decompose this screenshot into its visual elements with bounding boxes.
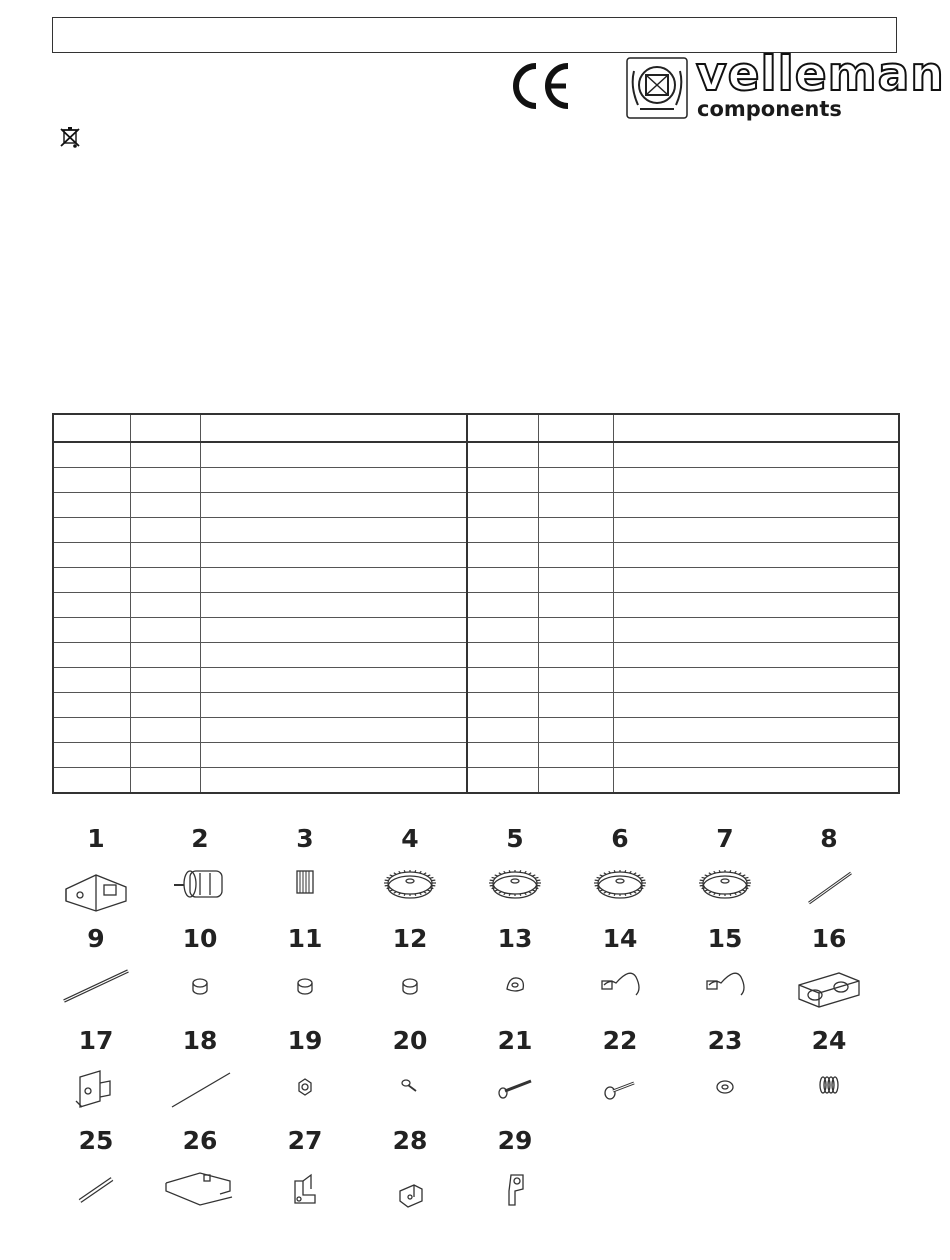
table-cell: [53, 468, 130, 493]
part-number: 1: [87, 824, 105, 853]
table-cell: [200, 518, 467, 543]
table-cell: [200, 668, 467, 693]
table-cell: [53, 518, 130, 543]
table-cell: [130, 742, 200, 767]
table-cell: [53, 668, 130, 693]
crest-icon: [626, 57, 688, 119]
part-number: 17: [78, 1026, 114, 1055]
long-shaft-icon: [56, 959, 136, 1013]
bushing-icon: [265, 959, 345, 1013]
part-number: 10: [182, 924, 218, 953]
crossed-bin-icon: [60, 125, 80, 149]
part-2: [148, 825, 252, 913]
part-16: [777, 925, 881, 1013]
table-cell: [538, 442, 613, 468]
long-screw-icon: [475, 1061, 555, 1115]
cable-clip-icon: [580, 959, 660, 1013]
motor-icon: [160, 859, 240, 913]
part-number: 15: [707, 924, 743, 953]
table-cell: [53, 643, 130, 668]
part-number: 21: [497, 1026, 533, 1055]
table-cell: [538, 643, 613, 668]
table-cell: [200, 717, 467, 742]
wire-rod-icon: [160, 1061, 240, 1115]
table-cell: [53, 414, 130, 442]
table-cell: [130, 692, 200, 717]
table-cell: [538, 717, 613, 742]
part-17: [44, 1027, 148, 1115]
table-row: [53, 717, 899, 742]
table-row: [53, 742, 899, 767]
parts-table: [52, 413, 900, 794]
table-cell: [538, 668, 613, 693]
table-cell: [538, 618, 613, 643]
switch-bracket-icon: [56, 1061, 136, 1115]
table-cell: [467, 643, 538, 668]
pin-icon: [56, 1161, 136, 1215]
table-cell: [613, 692, 899, 717]
table-cell: [53, 568, 130, 593]
table-cell: [613, 742, 899, 767]
table-row: [53, 442, 899, 468]
table-cell: [467, 717, 538, 742]
part-27: [253, 1127, 357, 1215]
table-cell: [538, 518, 613, 543]
table-cell: [200, 593, 467, 618]
table-cell: [467, 568, 538, 593]
part-11: [253, 925, 357, 1013]
table-cell: [130, 493, 200, 518]
table-cell: [613, 568, 899, 593]
table-cell: [538, 543, 613, 568]
table-cell: [538, 593, 613, 618]
table-cell: [200, 618, 467, 643]
table-cell: [200, 442, 467, 468]
table-cell: [538, 767, 613, 793]
part-26: [148, 1127, 252, 1215]
part-22: [568, 1027, 672, 1115]
part-6: [568, 825, 672, 913]
washer-icon: [685, 1061, 765, 1115]
part-number: 29: [497, 1126, 533, 1155]
brand-sub: components: [697, 97, 842, 121]
part-number: 19: [287, 1026, 323, 1055]
table-cell: [200, 692, 467, 717]
table-cell: [130, 518, 200, 543]
part-29: [463, 1127, 567, 1215]
part-number: 28: [392, 1126, 428, 1155]
table-row: [53, 518, 899, 543]
part-number: 5: [506, 824, 524, 853]
table-cell: [200, 493, 467, 518]
part-number: 23: [707, 1026, 743, 1055]
table-cell: [200, 543, 467, 568]
table-cell: [53, 692, 130, 717]
table-cell: [130, 468, 200, 493]
spring-icon: [789, 1061, 869, 1115]
table-cell: [613, 442, 899, 468]
part-number: 14: [602, 924, 638, 953]
part-number: 24: [811, 1026, 847, 1055]
part-number: 6: [611, 824, 629, 853]
part-19: [253, 1027, 357, 1115]
part-number: 22: [602, 1026, 638, 1055]
part-number: 13: [497, 924, 533, 953]
table-cell: [130, 543, 200, 568]
table-row: [53, 468, 899, 493]
bushing-icon: [160, 959, 240, 1013]
part-number: 11: [287, 924, 323, 953]
part-3: [253, 825, 357, 913]
table-cell: [613, 643, 899, 668]
clamp-icon: [475, 1161, 555, 1215]
gear-icon: [685, 859, 765, 913]
table-cell: [467, 414, 538, 442]
table-cell: [467, 668, 538, 693]
table-cell: [130, 717, 200, 742]
part-24: [777, 1027, 881, 1115]
table-row: [53, 643, 899, 668]
table-cell: [538, 742, 613, 767]
part-10: [148, 925, 252, 1013]
gear-icon: [475, 859, 555, 913]
wire-frame-icon: [160, 1161, 240, 1215]
table-row: [53, 668, 899, 693]
table-cell: [200, 643, 467, 668]
table-cell: [53, 618, 130, 643]
table-cell: [200, 767, 467, 793]
table-cell: [613, 618, 899, 643]
table-cell: [200, 468, 467, 493]
table-cell: [613, 593, 899, 618]
table-cell: [613, 468, 899, 493]
cam-icon: [475, 959, 555, 1013]
table-cell: [467, 493, 538, 518]
part-number: 20: [392, 1026, 428, 1055]
small-bracket-icon: [370, 1161, 450, 1215]
part-4: [358, 825, 462, 913]
table-cell: [130, 643, 200, 668]
part-18: [148, 1027, 252, 1115]
table-cell: [538, 414, 613, 442]
table-cell: [467, 543, 538, 568]
table-row: [53, 593, 899, 618]
table-cell: [53, 442, 130, 468]
table-cell: [53, 593, 130, 618]
table-row: [53, 618, 899, 643]
table-row: [53, 692, 899, 717]
part-12: [358, 925, 462, 1013]
part-number: 26: [182, 1126, 218, 1155]
pinion-gear-icon: [265, 859, 345, 913]
table-cell: [53, 742, 130, 767]
table-row: [53, 767, 899, 793]
part-number: 9: [87, 924, 105, 953]
battery-holder-icon: [789, 959, 869, 1013]
nut-icon: [265, 1061, 345, 1115]
part-13: [463, 925, 567, 1013]
part-23: [673, 1027, 777, 1115]
table-row: [53, 414, 899, 442]
part-number: 8: [820, 824, 838, 853]
small-screw-icon: [370, 1061, 450, 1115]
table-cell: [53, 493, 130, 518]
part-number: 18: [182, 1026, 218, 1055]
table-cell: [538, 493, 613, 518]
table-cell: [53, 717, 130, 742]
part-25: [44, 1127, 148, 1215]
shaft-icon: [789, 859, 869, 913]
part-number: 2: [191, 824, 209, 853]
part-15: [673, 925, 777, 1013]
bushing-icon: [370, 959, 450, 1013]
table-cell: [613, 767, 899, 793]
part-7: [673, 825, 777, 913]
part-number: 7: [716, 824, 734, 853]
ce-mark-icon: [510, 60, 572, 112]
table-row: [53, 493, 899, 518]
part-21: [463, 1027, 567, 1115]
table-cell: [613, 493, 899, 518]
table-cell: [130, 442, 200, 468]
part-number: 27: [287, 1126, 323, 1155]
bolt-icon: [580, 1061, 660, 1115]
table-cell: [467, 767, 538, 793]
table-cell: [613, 543, 899, 568]
table-cell: [467, 442, 538, 468]
part-9: [44, 925, 148, 1013]
part-1: [44, 825, 148, 913]
gear-icon: [370, 859, 450, 913]
table-cell: [200, 414, 467, 442]
brand-name: velleman: [696, 47, 945, 102]
table-cell: [130, 414, 200, 442]
table-cell: [200, 568, 467, 593]
part-number: 16: [811, 924, 847, 953]
table-cell: [130, 767, 200, 793]
table-cell: [130, 668, 200, 693]
table-cell: [613, 668, 899, 693]
part-28: [358, 1127, 462, 1215]
table-cell: [613, 717, 899, 742]
table-cell: [467, 742, 538, 767]
angle-bracket-icon: [265, 1161, 345, 1215]
table-cell: [200, 742, 467, 767]
part-number: 12: [392, 924, 428, 953]
part-8: [777, 825, 881, 913]
table-cell: [130, 568, 200, 593]
part-number: 25: [78, 1126, 114, 1155]
parts-table-body: [53, 414, 899, 793]
table-cell: [467, 618, 538, 643]
gear-icon: [580, 859, 660, 913]
table-cell: [538, 692, 613, 717]
table-cell: [467, 518, 538, 543]
table-cell: [467, 593, 538, 618]
part-14: [568, 925, 672, 1013]
table-row: [53, 568, 899, 593]
table-cell: [130, 618, 200, 643]
table-cell: [53, 767, 130, 793]
table-cell: [130, 593, 200, 618]
table-cell: [538, 468, 613, 493]
frame-bracket-icon: [56, 859, 136, 913]
table-cell: [613, 414, 899, 442]
table-cell: [467, 468, 538, 493]
part-5: [463, 825, 567, 913]
table-cell: [538, 568, 613, 593]
table-row: [53, 543, 899, 568]
part-number: 3: [296, 824, 314, 853]
table-cell: [53, 543, 130, 568]
part-20: [358, 1027, 462, 1115]
table-cell: [613, 518, 899, 543]
cable-clip-icon: [685, 959, 765, 1013]
table-cell: [467, 692, 538, 717]
part-number: 4: [401, 824, 419, 853]
brand-logo: [626, 47, 945, 121]
